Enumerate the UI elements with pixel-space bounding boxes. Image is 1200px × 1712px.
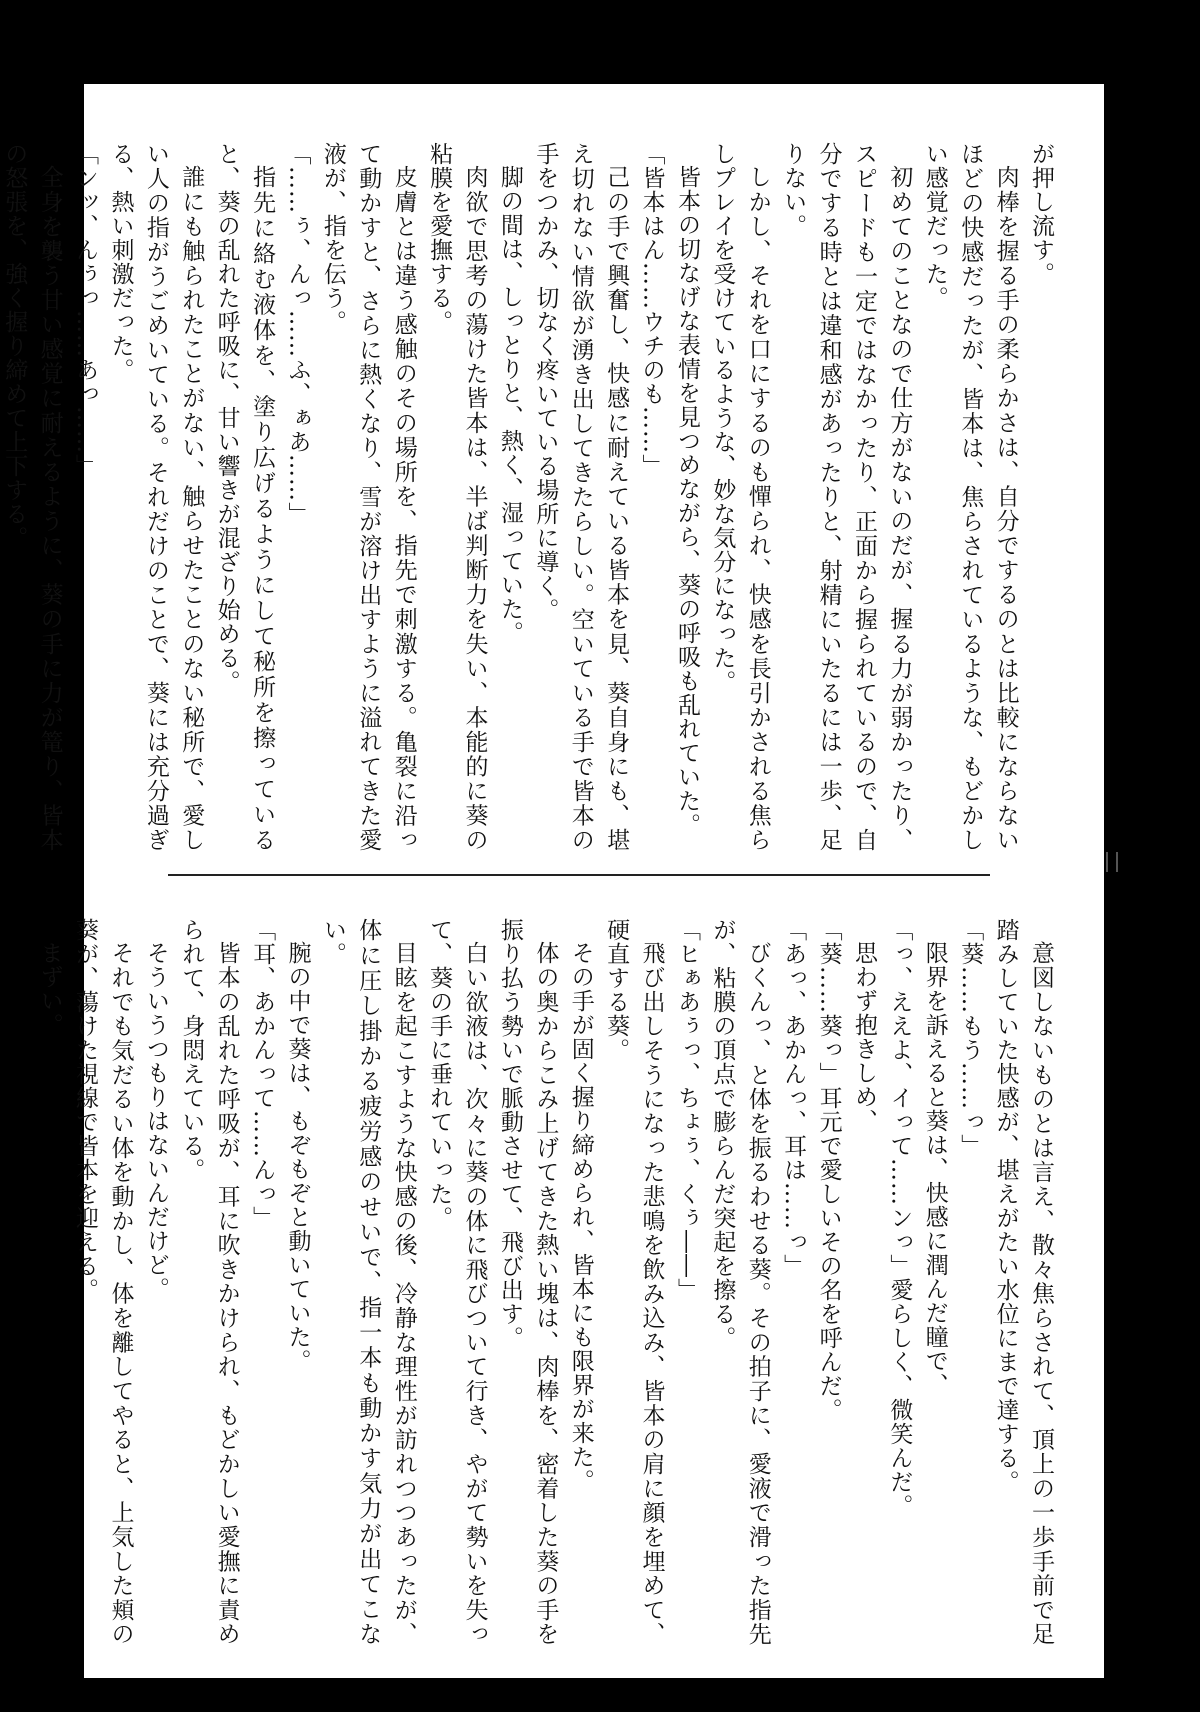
paragraph: 腕の中で葵は、もぞもぞと動いていた。 — [284, 941, 311, 1373]
paragraph: その手が固く握り締められ、皆本にも限界が来た。 — [567, 941, 594, 1493]
dialogue-line: 「耳、あかんって……んっ」 — [249, 918, 276, 1230]
paragraph: しかし、それを口にするのも憚られ、快感を長引かされる焦らしプレイを受けているような、妙な気分になった。 — [709, 142, 771, 852]
paragraph: 目眩を起こすような快感の後、冷静な理性が訪れつつあったが、体に圧し掛かる疲労感のせいで、指一本も動かす気力が出てこない。 — [319, 918, 417, 1646]
dialogue-line: 「皆本はん……ウチのも……」 — [638, 142, 665, 478]
paragraph: 指先に絡む液体を、塗り広げるようにして秘所を擦っていると、葵の乱れた呼吸に、甘い響きが混ざり始める。 — [213, 142, 276, 852]
paragraph: 初めてのことなので仕方がないのだが、握る力が弱かったり、スピードも一定ではなかったり、正面から握られているので、自分でする時とは違和感があったりと、射精にいたるには一歩、足りない。 — [780, 142, 913, 852]
paragraph: 限界を訴えると葵は、快感に潤んだ瞳で、 — [921, 941, 948, 1397]
bottom-text-block — [36, 918, 1058, 1646]
paragraph: 脚の間は、しっとりと、熱く、湿っていた。 — [496, 165, 523, 645]
paragraph: 皆本の乱れた呼吸が、耳に吹きかけられ、もどかしい愛撫に責められて、身悶えている。 — [178, 918, 240, 1646]
page-sheet — [1, 84, 1104, 1678]
paragraph: 体の奥からこみ上げてきた熱い塊は、肉棒を、密着した葵の手を振り払う勢いで脈動させて、飛び出す。 — [496, 918, 559, 1646]
paragraph: 白い欲液は、次々に葵の体に飛びついて行き、やがて勢いを失って、葵の手に垂れていった。 — [426, 918, 488, 1646]
paragraph: 飛び出しそうになった悲鳴を飲み込み、皆本の肩に顔を埋めて、硬直する葵。 — [603, 918, 665, 1646]
paragraph: 肉欲で思考の蕩けた皆本は、半ば判断力を失い、本能的に葵の粘膜を愛撫する。 — [426, 142, 488, 852]
top-text-block — [1, 142, 1058, 852]
paragraph: まずい。 — [36, 941, 63, 1037]
dialogue-line: 「……ぅ、んっ……ふ、ぁあ……」 — [284, 142, 311, 526]
paragraph: 肉棒を握る手の柔らかさは、自分でするのとは比較にならないほどの快感だったが、皆本は、焦らされているような、もどかしい感覚だった。 — [921, 142, 1019, 852]
dialogue-line: 「ヒぁあぅっ、ちょぅ、くぅ――」 — [673, 918, 700, 1302]
dialogue-line: 「葵……葵っ」耳元で愛しいその名を呼んだ。 — [815, 918, 842, 1422]
paragraph: が押し流す。 — [1028, 142, 1054, 286]
dialogue-line: 「ンッ、んぅっ……あっ……」 — [72, 142, 99, 478]
paragraph: 思わず抱きしめ、 — [850, 941, 877, 1133]
paragraph: 意図しないものとは言え、散々焦らされて、頂上の一歩手前で足踏みしていた快感が、堪えがたい水位にまで達する。 — [992, 918, 1054, 1646]
paragraph: 己の手で興奮し、快感に耐えている皆本を見、葵自身にも、堪え切れない情欲が湧き出してきたらしい。空いている手で皆本の手をつかみ、切なく疼いている場所に導く。 — [532, 142, 630, 852]
paragraph: 誰にも触られたことがない、触らせたことのない秘所で、愛しい人の指がうごめいている。それだけのことで、葵には充分過ぎる、熱い刺激だった。 — [107, 142, 205, 852]
paragraph: それでも気だるい体を動かし、体を離してやると、上気した頬の葵が、蕩けた視線で皆本を迎える。 — [72, 918, 134, 1646]
paragraph: 皮膚とは違う感触のその場所を、指先で刺激する。亀裂に沿って動かすと、さらに熱くなり、雪が溶け出すように溢れてきた愛液が、指を伝う。 — [319, 142, 417, 852]
paragraph: びくんっ、と体を振るわせる葵。その拍子に、愛液で滑った指先が、粘膜の頂点で膨らんだ突起を擦る。 — [709, 918, 771, 1646]
paragraph: 皆本の切なげな表情を見つめながら、葵の呼吸も乱れていた。 — [673, 165, 700, 837]
dialogue-line: 「っ、ええよ、イって……ンっ」愛らしく、微笑んだ。 — [886, 918, 913, 1518]
dialogue-line: 「あっ、あかんっ、耳は……っ」 — [780, 918, 807, 1278]
section-divider — [168, 874, 990, 876]
page-edge-mark — [1106, 852, 1118, 872]
paragraph: そういうつもりはないんだけど。 — [142, 941, 169, 1301]
paragraph: 全身を襲う甘い感覚に耐えるように、葵の手に力が篭り、皆本の怒張を、強く握り締めて上下する。 — [1, 142, 63, 852]
dialogue-line: 「葵……もう……っ」 — [957, 918, 984, 1158]
